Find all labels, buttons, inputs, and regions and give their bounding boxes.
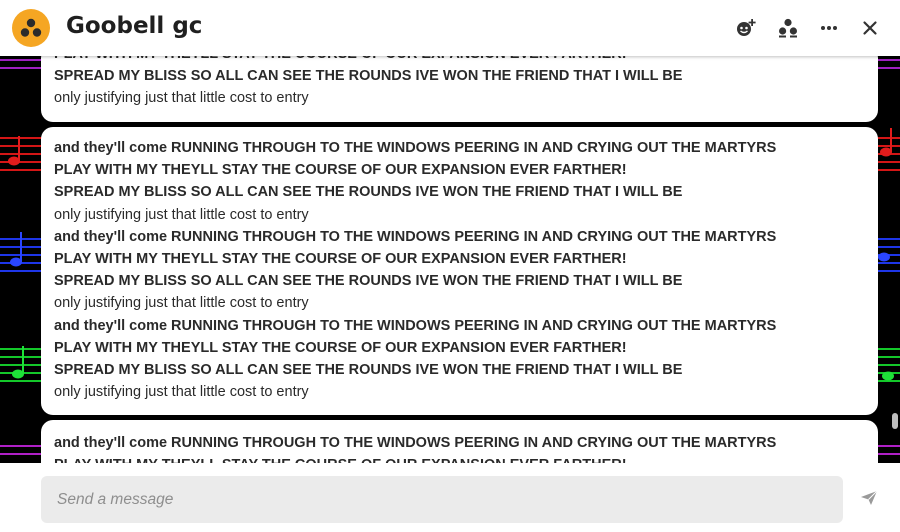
message-line: SPREAD MY BLISS SO ALL CAN SEE THE ROUNDS IVE WON THE FRIEND THAT I WILL BE [54, 68, 683, 85]
composer [0, 463, 900, 532]
message-line: only justifying just that little cost to entry [54, 206, 309, 223]
message-input[interactable] [41, 476, 843, 523]
chat-header [0, 0, 900, 56]
message-line: SPREAD MY BLISS SO ALL CAN SEE THE ROUNDS IVE WON THE FRIEND THAT I WILL BE [54, 273, 683, 290]
close-icon [863, 21, 877, 35]
more-icon [820, 25, 838, 31]
scrollbar-thumb[interactable] [892, 413, 898, 429]
message-bubble [41, 127, 878, 415]
group-avatar[interactable] [12, 9, 50, 47]
send-button[interactable] [860, 490, 884, 512]
message-line: and they'll come RUNNING THROUGH TO THE WINDOWS PEERING IN AND CRYING OUT THE MARTYRS [54, 317, 777, 334]
message-line: PLAY WITH MY THEYLL STAY THE COURSE OF OUR EXPANSION EVER FARTHER! [54, 251, 627, 268]
send-icon [860, 490, 878, 506]
message-line: PLAY WITH MY THEYLL STAY THE COURSE OF OUR EXPANSION EVER FARTHER! [54, 339, 627, 356]
chat-title: Goobell gc [66, 13, 203, 39]
add-person-icon [735, 18, 757, 38]
message-line: and they'll come RUNNING THROUGH TO THE WINDOWS PEERING IN AND CRYING OUT THE MARTYRS [54, 435, 777, 451]
message-line: SPREAD MY BLISS SO ALL CAN SEE THE ROUNDS IVE WON THE FRIEND THAT I WILL BE [54, 184, 683, 201]
message-line: only justifying just that little cost to entry [54, 384, 309, 401]
message-bubble [41, 46, 878, 122]
add-person-button[interactable] [732, 14, 760, 42]
message-line: only justifying just that little cost to entry [54, 90, 309, 107]
group-icon [20, 18, 42, 38]
message-line: and they'll come RUNNING THROUGH TO THE WINDOWS PEERING IN AND CRYING OUT THE MARTYRS [54, 228, 777, 245]
message-line: only justifying just that little cost to entry [54, 295, 309, 312]
more-options-button[interactable] [815, 14, 843, 42]
members-button[interactable] [774, 14, 802, 42]
chat-background [0, 56, 900, 463]
close-button[interactable] [856, 14, 884, 42]
message-line: PLAY WITH MY THEYLL STAY THE COURSE OF OUR EXPANSION EVER FARTHER! [54, 162, 627, 179]
message-line: and they'll come RUNNING THROUGH TO THE WINDOWS PEERING IN AND CRYING OUT THE MARTYRS [54, 140, 777, 156]
message-line: SPREAD MY BLISS SO ALL CAN SEE THE ROUNDS IVE WON THE FRIEND THAT I WILL BE [54, 362, 683, 379]
members-icon [778, 18, 798, 38]
